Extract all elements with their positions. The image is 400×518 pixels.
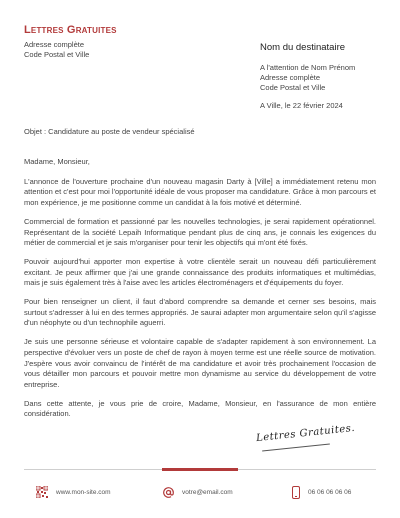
recipient-address: Adresse complète: [260, 73, 321, 82]
footer-email-text: votre@email.com: [182, 488, 233, 496]
footer-email[interactable]: [163, 485, 233, 499]
body-paragraph: L'annonce de l'ouverture prochaine d'un nouveau magasin Darty à [Ville] a immédiatement retenu mon attention et c'est pour moi l'opportunité idéale de vous proposer ma candidature. Grâce à mon parcours et mon expérience, je me positionne comme un candidat à la fois motivé et déterminé.: [24, 176, 376, 208]
body-paragraph: Pouvoir aujourd'hui apporter mon expertise à votre clientèle serait un nouveau défi particulièrement excitant. Je peux affirmer que j'ai une grande connaissance des produits informatiques et multimédias, mais je suis également très à l'aise avec les articles électroménagers et d'équipements du foyer.: [24, 256, 376, 288]
footer-website[interactable]: [36, 485, 111, 499]
footer-phone-text: 06 06 06 06 06: [308, 488, 352, 496]
letter-date: A Ville, le 22 février 2024: [260, 101, 343, 110]
sender-address-block: [24, 40, 89, 60]
recipient-name: Nom du destinataire: [260, 42, 346, 53]
body-paragraph: Commercial de formation et passionné par les nouvelles technologies, je serai rapidement opérationnel. Représentant de la société Lepaih Informatique pendant plus de cinq ans, je connais les exigences du métier de commercial et je sais m'organiser pour tenir les objectifs qui m'ont été fixés.: [24, 216, 376, 248]
sender-address: Adresse complète: [24, 40, 85, 49]
closing-paragraph: Dans cette attente, je vous prie de croire, Madame, Monsieur, en l'assurance de mon entière considération.: [24, 398, 376, 419]
qr-code-icon: [36, 486, 48, 498]
letter-object: Objet : Candidature au poste de vendeur spécialisé: [24, 127, 195, 136]
footer-phone[interactable]: [292, 485, 351, 499]
body-paragraph: Je suis une personne sérieuse et volontaire capable de s'adapter rapidement à son environnement. La perspective d'évoluer vers un poste de chef de rayon à moyen terme est une réelle source de motivation. J'espère vous avoir convaincu de l'intérêt de ma candidature et avoir très prochainement l'occasion de vous détailler mon parcours et pouvoir mettre mon dynamisme au service du développement de votre entreprise.: [24, 337, 376, 389]
body-paragraph: Pour bien renseigner un client, il faut d'abord comprendre sa demande et cerner ses besoins, mais surtout s'adresser à lui en des termes appropriés. Je saurai adapter mon argumentaire selon qu'il s'agisse d'un néophyte ou d'un technophile aguerri.: [24, 297, 376, 328]
recipient-address-block: [260, 63, 355, 93]
recipient-attention: A l'attention de Nom Prénom: [260, 63, 356, 72]
letter-body: [24, 157, 376, 428]
footer-accent-bar: [162, 468, 238, 471]
sender-name: Lettres Gratuites: [24, 24, 117, 36]
recipient-postal: Code Postal et Ville: [260, 83, 326, 92]
sender-postal: Code Postal et Ville: [24, 50, 90, 59]
signature: Lettres Gratuites.: [255, 422, 356, 445]
greeting: Madame, Monsieur,: [24, 157, 90, 166]
footer-website-text: www.mon-site.com: [56, 488, 111, 496]
mobile-phone-icon: [292, 486, 300, 499]
at-sign-icon: [163, 487, 174, 498]
signature-underline: [262, 443, 330, 451]
